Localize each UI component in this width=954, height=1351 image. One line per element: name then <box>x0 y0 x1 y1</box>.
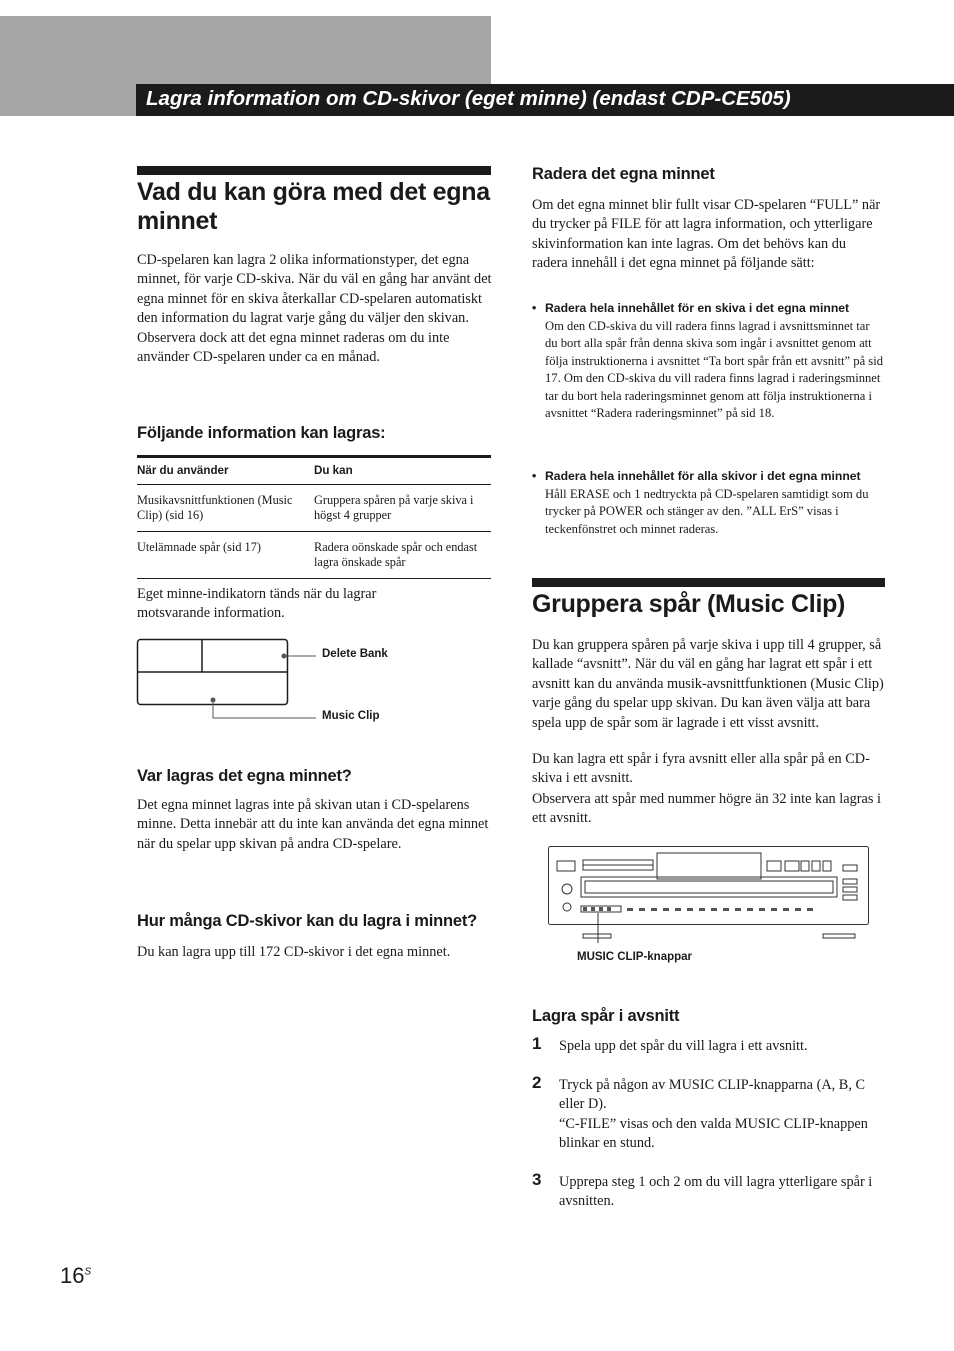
bullet-body: Håll ERASE och 1 nedtryckta på CD-spelaren samtidigt som du trycker på POWER och stänger av den. ”ALL ErS” visas i teckenfönstret och minnet raderas. <box>545 487 869 536</box>
section-paragraph: Det egna minnet lagras inte på skivan utan i CD-spelarens minne. Detta innebär att du inte kan använda det egna minnet när du spelar upp skivan på andra CD-spelare. <box>137 797 489 852</box>
step-text: Tryck på någon av MUSIC CLIP-knapparna (A, B, C eller D). <box>559 1077 866 1113</box>
music-clip-buttons-label: MUSIC CLIP-knappar <box>577 951 693 963</box>
section-rule <box>137 166 491 175</box>
table-cell: Utelämnade spår (sid 17) <box>137 531 314 578</box>
section-rule <box>532 578 885 587</box>
step-text: Spela upp det spår du vill lagra i ett avsnitt. <box>559 1038 808 1054</box>
step-text: Upprepa steg 1 och 2 om du vill lagra ytterligare spår i avsnitten. <box>559 1174 873 1210</box>
step-text: “C-FILE” visas och den valda MUSIC CLIP-knappen blinkar en stund. <box>559 1116 868 1152</box>
section-paragraph: Du kan lagra ett spår i fyra avsnitt eller alla spår på en CD-skiva i ett avsnitt. <box>532 751 870 787</box>
subheading: Lagra spår i avsnitt <box>532 1007 680 1025</box>
table-row <box>137 484 491 531</box>
indicator-diagram <box>130 632 430 732</box>
info-table <box>137 455 491 579</box>
step-number: 2 <box>532 1073 542 1092</box>
table-cell: Musikavsnittfunktionen (Music Clip) (sid 16) <box>137 484 314 531</box>
table-cell: Gruppera spåren på varje skiva i högst 4 grupper <box>314 484 491 531</box>
subheading: Radera det egna minnet <box>532 165 715 183</box>
diagram-label-delete-bank: Delete Bank <box>322 648 388 660</box>
diagram-label-music-clip: Music Clip <box>322 710 380 722</box>
section-paragraph: Du kan lagra upp till 172 CD-skivor i det egna minnet. <box>137 944 451 960</box>
section-paragraph: Observera att spår med nummer högre än 32 inte kan lagras i ett avsnitt. <box>532 791 881 827</box>
step-number: 3 <box>532 1170 542 1189</box>
subheading: Hur många CD-skivor kan du lagra i minnet? <box>137 912 478 930</box>
bullet-dot: • <box>532 469 537 483</box>
section-heading: Gruppera spår (Music Clip) <box>532 590 846 618</box>
bullet-title: Radera hela innehållet för en skiva i det egna minnet <box>545 301 850 315</box>
page-number <box>60 1263 91 1289</box>
bullet-title: Radera hela innehållet för alla skivor i det egna minnet <box>545 469 861 483</box>
table-cell: Radera oönskade spår och endast lagra önskade spår <box>314 531 491 578</box>
section-paragraph: CD-spelaren kan lagra 2 olika informationstyper, det egna minnet, för varje CD-skiva. När du väl en gång har använt det egna minnet för en skiva återkallar CD-spelaren automatiskt den information du lagrat varje gång du väljer den skivan. Observera dock att det egna minnet raderas om du inte använder CD-spelaren under ca en månad. <box>137 252 492 366</box>
cd-player-illustration <box>545 843 875 943</box>
subheading: Var lagras det egna minnet? <box>137 767 352 785</box>
section-paragraph: Du kan gruppera spåren på varje skiva i upp till 4 grupper, så kallade “avsnitt”. När du väl en gång har lagrat ett spår i ett avsnitt kan du använda musik-avsnittfunktionen (Music Clip) varje gång du spelar upp skivan. Du kan även välja att bara spela upp de spår som är lagrade i ett visst avsnitt. <box>532 637 884 731</box>
bullet-dot: • <box>532 301 537 315</box>
page-number-suffix: S <box>84 1266 92 1278</box>
subheading: Följande information kan lagras: <box>137 424 386 442</box>
table-header: Du kan <box>314 457 491 485</box>
step-number: 1 <box>532 1034 542 1053</box>
section-heading: Vad du kan göra med det egna minnet <box>137 178 490 235</box>
page-number-value: 16 <box>60 1263 85 1288</box>
section-paragraph: Om det egna minnet blir fullt visar CD-spelaren “FULL” när du trycker på FILE för att lagra information, och ytterligare skivinformation kan inte lagras. Om det behövs kan du radera innehåll i det egna minnet på följande sätt: <box>532 197 881 272</box>
page-title: Lagra information om CD-skivor (eget minne) (endast CDP-CE505) <box>146 87 791 110</box>
bullet-body: Om den CD-skiva du vill radera finns lagrad i avsnittsminnet tar du bort alla spår från denna skiva som ingår i avsnittet genom att följa instruktionerna i avsnittet “Ta bort spår från ett avsnitt” på sid 17. Om den CD-skiva du vill radera finns lagrad i raderingsminnet tar du bort hela raderingsminnet genom att följa instruktionerna i avsnittet “Radera raderingsminnet” på sid 18. <box>545 319 884 421</box>
table-header: När du använder <box>137 457 314 485</box>
indicator-paragraph: Eget minne-indikatorn tänds när du lagrar motsvarande information. <box>137 586 377 622</box>
table-row <box>137 531 491 578</box>
